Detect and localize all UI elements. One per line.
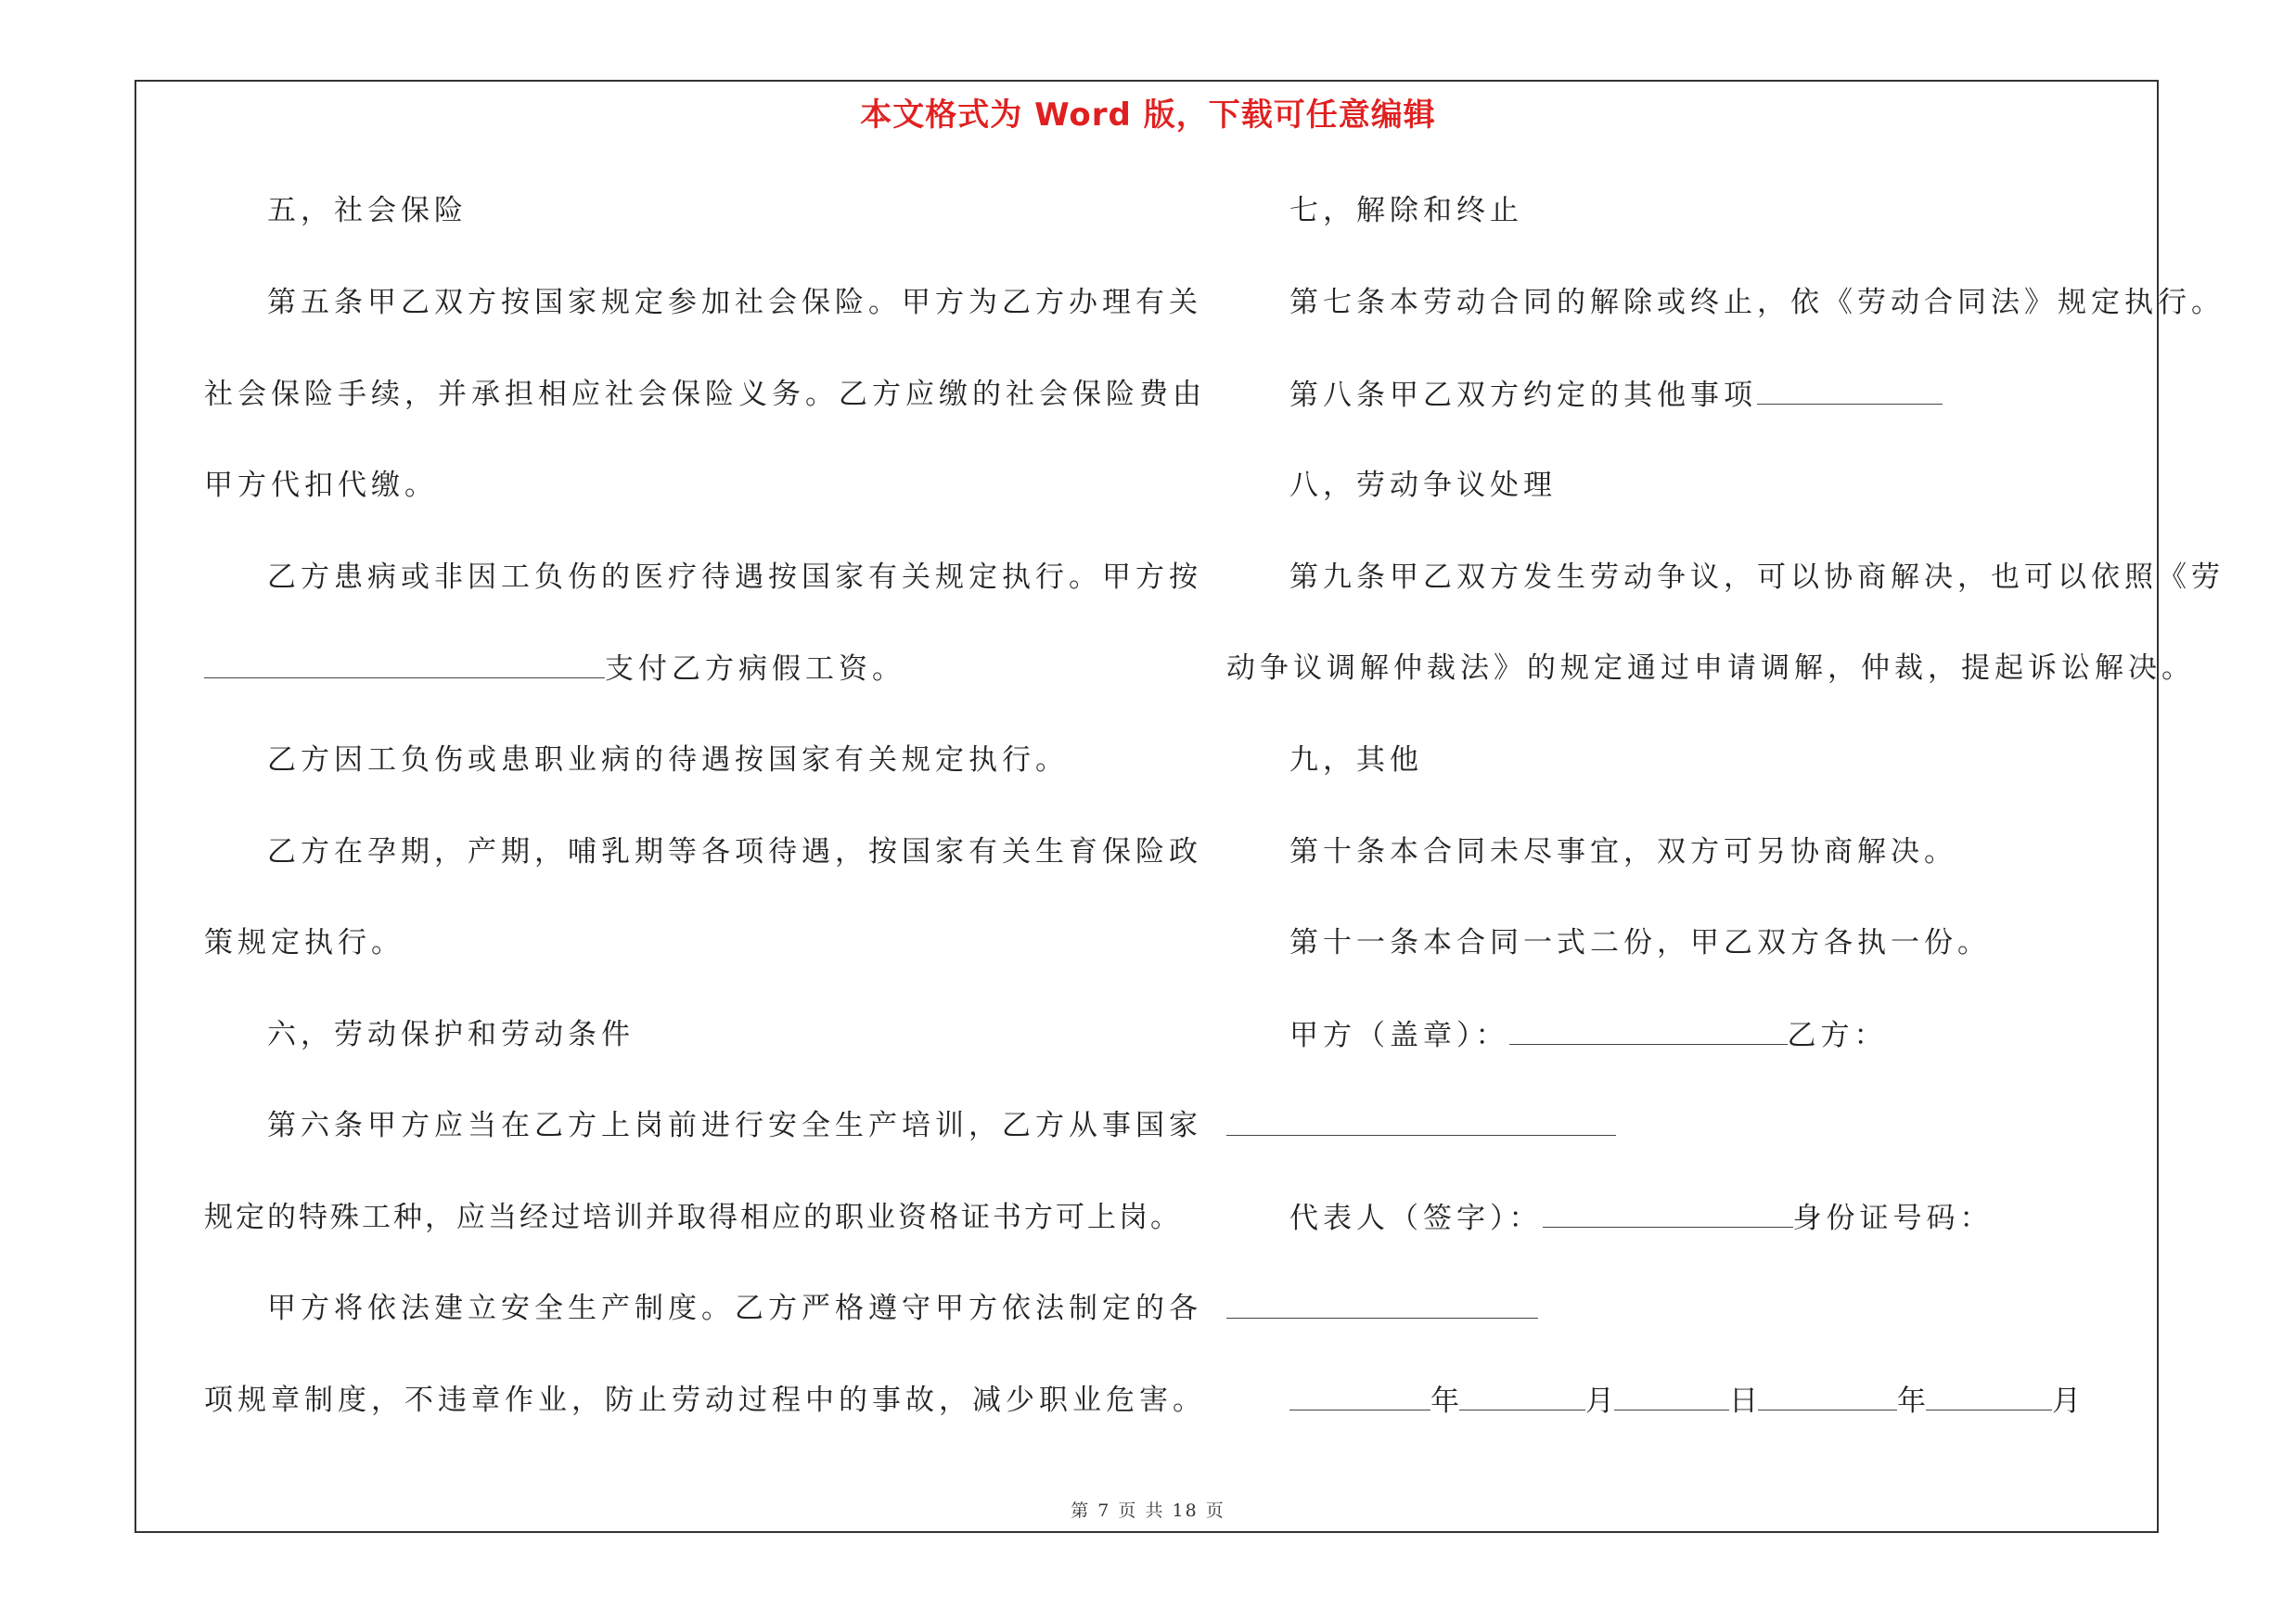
year-label: 年	[1430, 1385, 1459, 1418]
fill-in-blank[interactable]	[1757, 376, 1943, 405]
fill-in-blank[interactable]	[204, 650, 605, 678]
paragraph-line: 甲方代扣代缴。	[204, 469, 438, 502]
paragraph-line: 第六条甲方应当在乙方上岗前进行安全生产培训，乙方从事国家	[267, 1109, 1202, 1142]
representative-blank[interactable]	[1543, 1199, 1793, 1228]
paragraph-line: 第九条甲乙双方发生劳动争议，可以协商解决，也可以依照《劳	[1289, 560, 2225, 594]
month-label: 月	[2052, 1385, 2081, 1418]
word-format-banner: 本文格式为 Word 版，下载可任意编辑	[860, 97, 1436, 134]
id-number-blank[interactable]	[1226, 1290, 1538, 1319]
day-blank[interactable]	[1614, 1382, 1729, 1410]
id-number-label: 身份证号码：	[1792, 1202, 1994, 1235]
paragraph-line: 乙方因工负伤或患职业病的待遇按国家有关规定执行。	[267, 743, 1069, 777]
party-a-blank[interactable]	[1509, 1016, 1788, 1045]
paragraph-text: 支付乙方病假工资。	[605, 652, 905, 686]
paragraph-line: 第五条甲乙双方按国家规定参加社会保险。甲方为乙方办理有关	[267, 286, 1202, 319]
paragraph-line: 乙方患病或非因工负伤的医疗待遇按国家有关规定执行。甲方按	[267, 560, 1202, 594]
paragraph-line: 乙方在孕期，产期，哺乳期等各项待遇，按国家有关生育保险政	[267, 835, 1202, 869]
section-heading-social-insurance: 五，社会保险	[267, 194, 468, 227]
paragraph-line: 第七条本劳动合同的解除或终止，依《劳动合同法》规定执行。	[1289, 286, 2225, 319]
date-line	[1289, 1382, 2081, 1420]
paragraph-line: 动争议调解仲裁法》的规定通过申请调解，仲裁，提起诉讼解决。	[1226, 651, 2195, 685]
day-label: 日	[1729, 1385, 1758, 1418]
id-number-blank-line	[1226, 1290, 1538, 1328]
section-heading-other: 九，其他	[1289, 743, 1423, 777]
representative-line	[1289, 1199, 1994, 1237]
sick-pay-line	[204, 650, 905, 688]
month-blank[interactable]	[1459, 1382, 1585, 1410]
paragraph-line: 甲方将依法建立安全生产制度。乙方严格遵守甲方依法制定的各	[267, 1292, 1202, 1325]
paragraph-line: 规定的特殊工种，应当经过培训并取得相应的职业资格证书方可上岗。	[204, 1201, 1182, 1234]
section-heading-termination: 七，解除和终止	[1289, 194, 1523, 227]
party-a-label: 甲方（盖章）：	[1289, 1019, 1509, 1052]
party-b-blank[interactable]	[1226, 1107, 1616, 1136]
year-blank[interactable]	[1289, 1382, 1430, 1410]
year-blank[interactable]	[1758, 1382, 1897, 1410]
paragraph-line: 第十条本合同未尽事宜，双方可另协商解决。	[1289, 835, 1957, 869]
paragraph-line: 社会保险手续，并承担相应社会保险义务。乙方应缴的社会保险费由	[204, 378, 1206, 411]
party-b-label: 乙方：	[1787, 1019, 1888, 1052]
party-a-seal-line	[1289, 1016, 1888, 1054]
section-heading-labor-disputes: 八，劳动争议处理	[1289, 469, 1557, 502]
representative-label: 代表人（签字）：	[1289, 1202, 1543, 1235]
month-label: 月	[1585, 1385, 1614, 1418]
paragraph-line: 项规章制度，不违章作业，防止劳动过程中的事故，减少职业危害。	[204, 1384, 1206, 1417]
page-number-footer: 第 7 页 共 18 页	[1071, 1501, 1225, 1521]
party-b-blank-line	[1226, 1107, 1616, 1145]
paragraph-text: 第八条甲乙双方约定的其他事项	[1289, 379, 1757, 412]
paragraph-line: 策规定执行。	[204, 926, 404, 960]
year-label: 年	[1897, 1385, 1926, 1418]
other-matters-line	[1289, 376, 1943, 414]
paragraph-line: 第十一条本合同一式二份，甲乙双方各执一份。	[1289, 926, 1991, 960]
section-heading-labor-protection: 六，劳动保护和劳动条件	[267, 1018, 635, 1051]
month-blank[interactable]	[1926, 1382, 2052, 1410]
